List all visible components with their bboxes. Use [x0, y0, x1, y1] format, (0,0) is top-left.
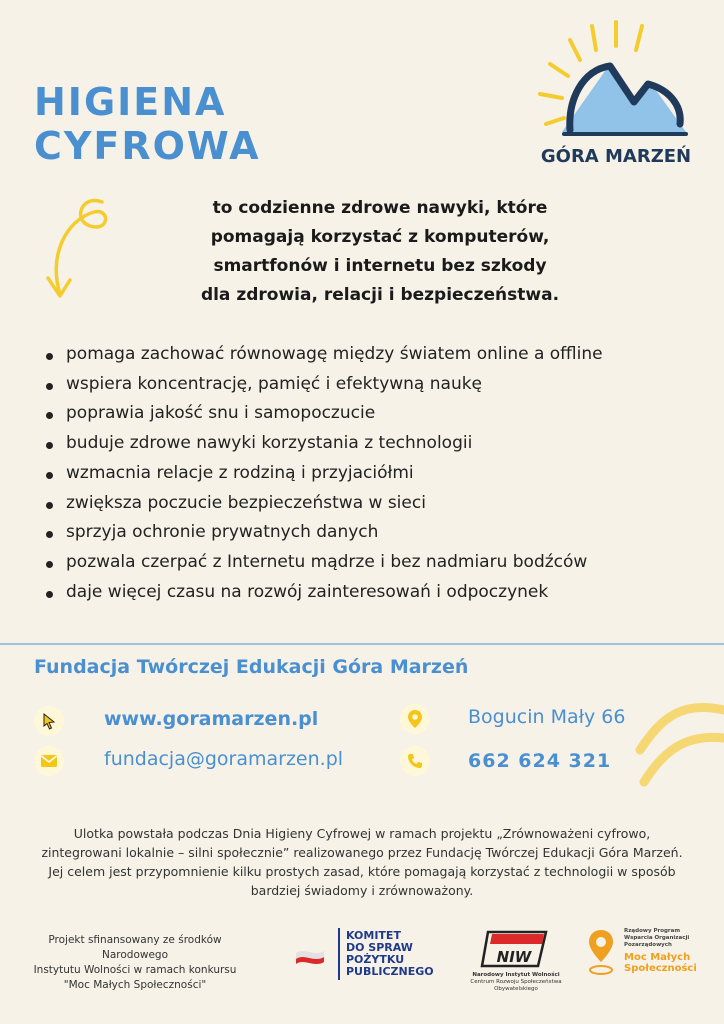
komitet-line-3: POŻYTKU — [346, 953, 405, 966]
polish-flag-icon — [294, 945, 326, 967]
organization-name: Fundacja Twórczej Edukacji Góra Marzeń — [34, 656, 469, 678]
komitet-line-4: PUBLICZNEGO — [346, 965, 434, 978]
list-item: pozwala czerpać z Internetu mądrze i bez nadmiaru bodźców — [66, 548, 724, 578]
list-item: wspiera koncentrację, pamięć i efektywną naukę — [66, 370, 724, 400]
list-item: poprawia jakość snu i samopoczucie — [66, 399, 724, 429]
lead-line-3: smartfonów i internetu bez szkody — [213, 256, 547, 276]
list-item: buduje zdrowe nawyki korzystania z technologii — [66, 429, 724, 459]
list-item: daje więcej czasu na rozwój zainteresowań i odpoczynek — [66, 578, 724, 608]
page-title — [34, 80, 261, 168]
program-line-2: Wsparcia Organizacji — [624, 935, 690, 941]
program-label — [624, 928, 689, 949]
location-pin-icon — [400, 704, 430, 734]
curly-arrow-icon — [32, 196, 122, 306]
komitet-line-1: KOMITET — [346, 929, 401, 942]
program-line-3: Pozarządowych — [624, 942, 672, 948]
program-pin-icon — [586, 928, 616, 978]
website-link[interactable]: www.goramarzen.pl — [104, 708, 319, 730]
funding-line-1: Projekt sfinansowany ze środków Narodowego — [48, 934, 222, 961]
wave-decoration — [630, 690, 724, 790]
niw-logo — [478, 926, 552, 972]
phone-icon — [400, 746, 430, 776]
list-item: wzmacnia relacje z rodziną i przyjaciółmi — [66, 459, 724, 489]
komitet-line-2: DO SPRAW — [346, 941, 413, 954]
list-item: zwiększa poczucie bezpieczeństwa w sieci — [66, 489, 724, 519]
list-item: sprzyja ochronie prywatnych danych — [66, 518, 724, 548]
logo-text: GÓRA MARZEŃ — [540, 146, 692, 167]
note-line-4: bardziej świadomy i zrównoważony. — [250, 883, 474, 898]
program-name-line-2: Społeczności — [624, 963, 697, 974]
lead-line-1: to codzienne zdrowe nawyki, które — [212, 198, 548, 218]
program-name — [624, 952, 697, 974]
funding-info — [20, 933, 250, 993]
benefits-list — [40, 340, 724, 607]
envelope-icon — [34, 746, 64, 776]
funding-line-3: "Moc Małych Społeczności" — [63, 979, 207, 991]
program-name-line-1: Moc Małych — [624, 952, 691, 963]
komitet-divider — [338, 928, 340, 980]
niw-label: NIW — [496, 948, 532, 966]
lead-line-2: pomagają korzystać z komputerów, — [210, 227, 550, 247]
komitet-logo — [346, 930, 434, 978]
program-line-1: Rządowy Program — [624, 928, 681, 934]
note-line-3: Jej celem jest przypomnienie kilku prostych zasad, które pomagają korzystać z technologii w sposób — [48, 864, 676, 879]
section-divider — [0, 643, 724, 645]
niw-sub-line-2: Centrum Rozwoju Społeczeństwa Obywatelskiego — [470, 979, 562, 992]
lead-text — [150, 194, 610, 310]
note-line-2: zintegrowani lokalnie – silni społecznie” realizowanego przez Fundację Twórczej Edukacji Góra Marzeń. — [41, 845, 683, 860]
niw-subtitle — [466, 972, 566, 993]
niw-sub-line-1: Narodowy Instytut Wolności — [472, 972, 560, 978]
title-line-2: CYFROWA — [34, 124, 261, 168]
cursor-icon — [34, 706, 64, 736]
title-line-1: HIGIENA — [34, 80, 227, 124]
list-item: pomaga zachować równowagę między światem online a offline — [66, 340, 724, 370]
address-text: Bogucin Mały 66 — [468, 706, 626, 728]
note-line-1: Ulotka powstała podczas Dnia Higieny Cyfrowej w ramach projektu „Zrównoważeni cyfrowo, — [73, 826, 651, 841]
leaflet-note — [30, 824, 694, 900]
funding-line-2: Instytutu Wolności w ramach konkursu — [33, 964, 237, 976]
lead-line-4: dla zdrowia, relacji i bezpieczeństwa. — [200, 285, 560, 305]
phone-number[interactable]: 662 624 321 — [468, 750, 612, 772]
email-link[interactable]: fundacja@goramarzen.pl — [104, 748, 344, 770]
